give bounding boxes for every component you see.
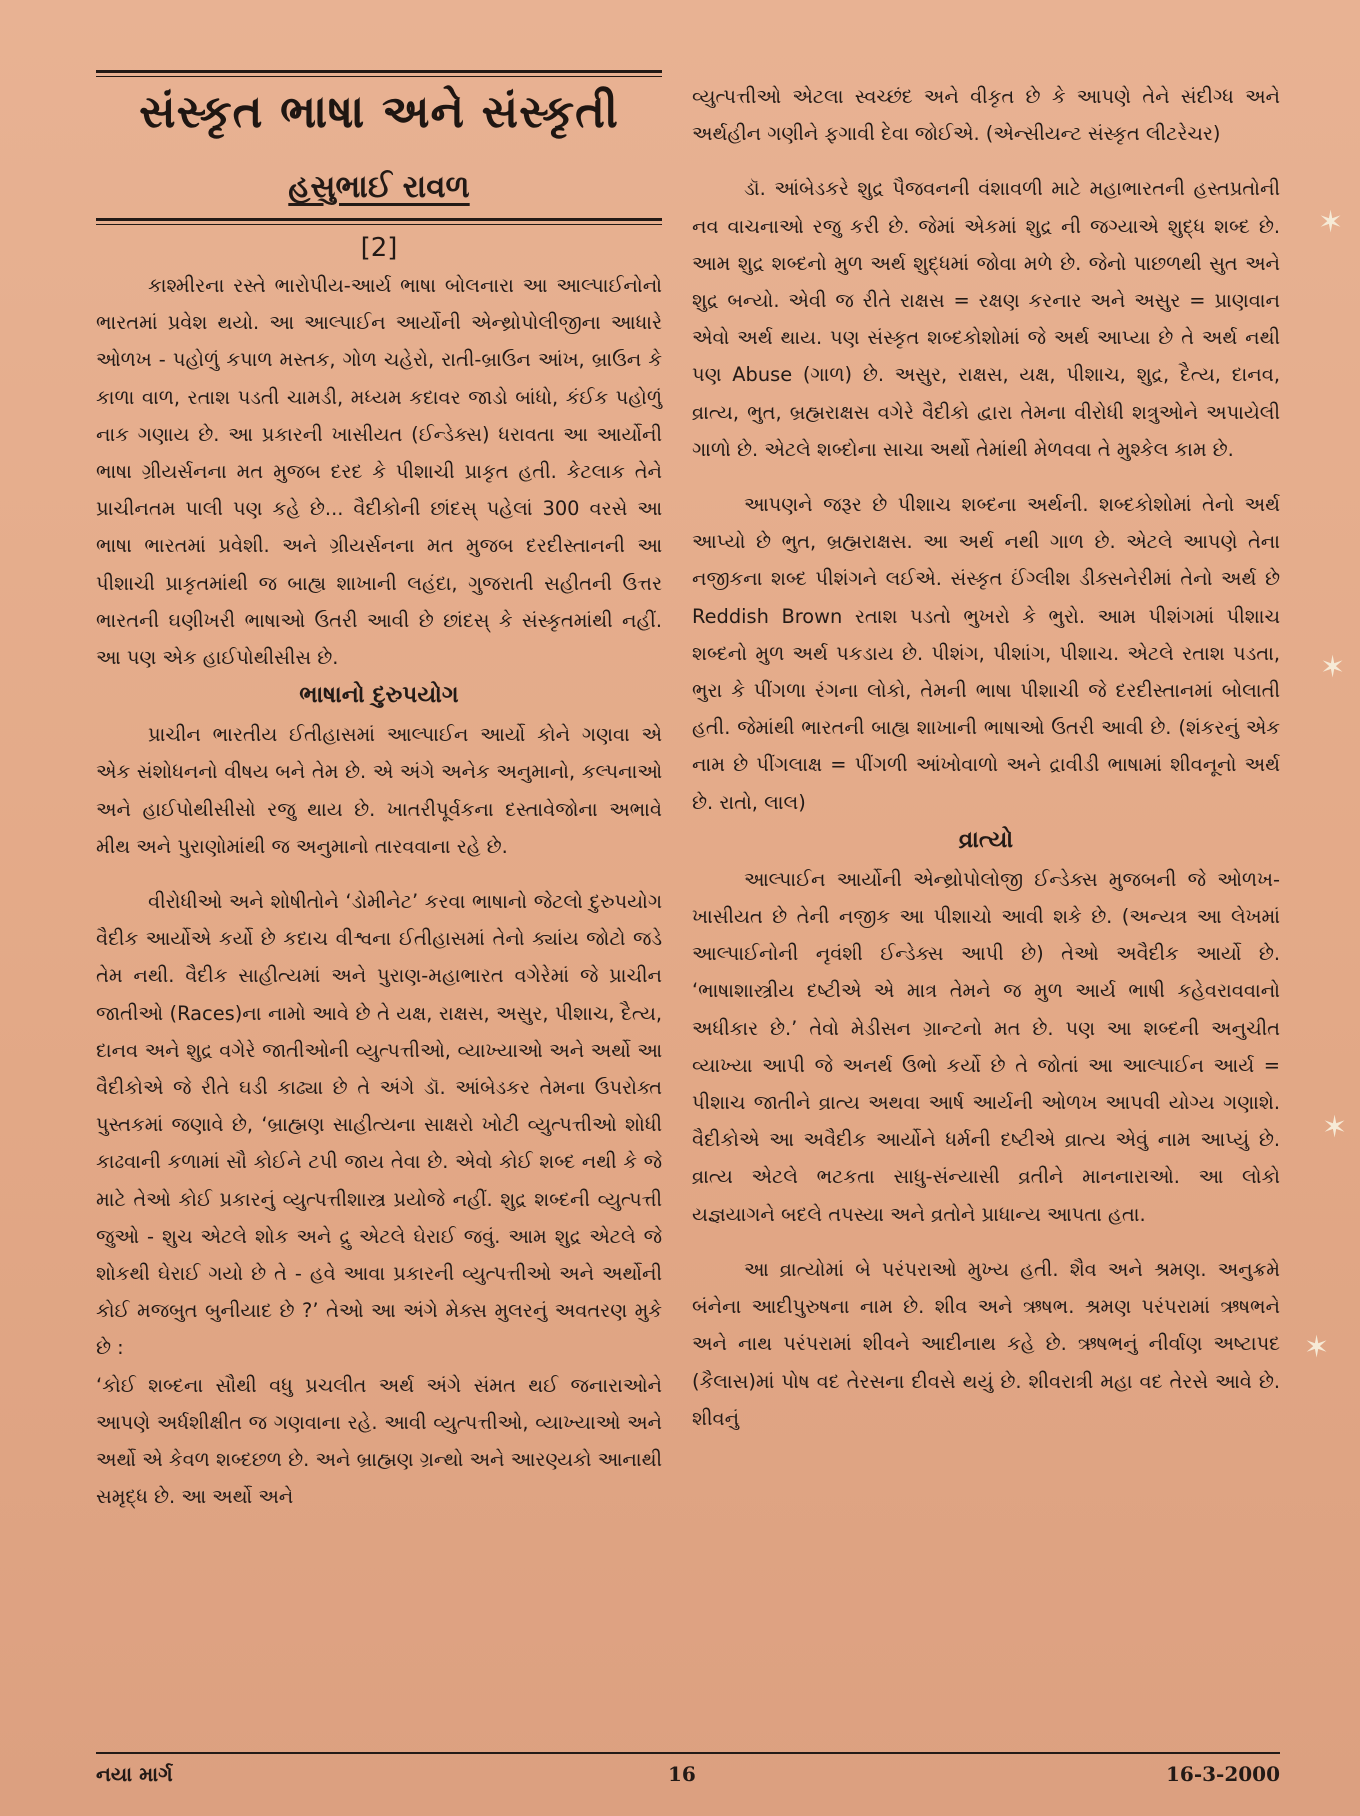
author-name-text: હસુભાઈ રાવળ bbox=[288, 169, 470, 205]
left-paragraph-3: વીરોધીઓ અને શોષીતોને ‘ડોમીનેટ’ કરવા ભાષાનો જેટલો દુરુપયોગ વૈદીક આર્યોએ કર્યો છે કદાચ વીશ્વના ઈતીહાસમાં તેનો ક્યાંય જોટો જડે તેમ નથી. વૈદીક સાહીત્યમાં અને પુરાણ-મહાભારત વગેરેમાં જે પ્રાચીન જાતીઓ (Races)ના નામો આવે છે તે યક્ષ, રાક્ષસ, અસુર, પીશાચ, દૈત્ય, દાનવ અને શુદ્ર વગેરે જાતીઓની વ્યુત્પત્તીઓ, વ્યાખ્યાઓ અને અર્થો આ વૈદીકોએ જે રીતે ઘડી કાઢ્યા છે તે અંગે ડૉ. આંબેડકર તેમના ઉપરોક્ત પુસ્તકમાં જણાવે છે, ‘બ્રાહ્મણ સાહીત્યના સાક્ષરો ખોટી વ્યુત્પત્તીઓ શોધી કાઢવાની કળામાં સૌ કોઈને ટપી જાય તેવા છે. એવો કોઈ શબ્દ નથી કે જે માટે તેઓ કોઈ પ્રકારનું વ્યુત્પત્તીશાસ્ત્ર પ્રયોજે નહીં. શુદ્ર શબ્દની વ્યુત્પત્તી જુઓ - શુચ એટલે શોક અને દ્રુ એટલે ઘેરાઈ જવું. આમ શુદ્ર એટલે જે શોકથી ઘેરાઈ ગયો છે તે - હવે આવા પ્રકારની વ્યુત્પત્તીઓ અને અર્થોની કોઈ મજબુત બુનીયાદ છે ?’ તેઓ આ અંગે મેક્સ મુલરનું અવતરણ મુકે છે : bbox=[96, 890, 662, 1360]
right-paragraph-5: આ વ્રાત્યોમાં બે પરંપરાઓ મુખ્ય હતી. શૈવ અને શ્રમણ. અનુક્રમે બંનેના આદીપુરુષના નામ છે. શીવ અને ઋષભ. શ્રમણ પરંપરામાં ઋષભને અને નાથ પરંપરામાં શીવને આદીનાથ કહે છે. ઋષભનું નીર્વાણ અષ્ટાપદ (કૈલાસ)માં પોષ વદ તેરસના દીવસે થયું છે. શીવરાત્રી મહા વદ તેરસે આવે છે. શીવનું bbox=[692, 1257, 1280, 1430]
author-name bbox=[96, 169, 662, 206]
subheading-vratyo: વ્રાત્યો bbox=[958, 826, 1014, 853]
paper-tear-mark: ✶ bbox=[1322, 1110, 1348, 1145]
page-number: 16 bbox=[668, 1762, 696, 1786]
paragraph-gap bbox=[692, 1233, 1280, 1251]
paper-tear-mark: ✶ bbox=[1320, 650, 1346, 685]
right-paragraph-4: આલ્પાઈન આર્યોની એન્થ્રોપોલોજી ઈન્ડેક્સ મુજબની જે ઓળખ-ખાસીયત છે તેની નજીક આ પીશાચો આવી શકે છે. (અન્યત્ર આ લેખમાં આલ્પાઈનોની નૃવંશી ઈન્ડેક્સ આપી છે) તેઓ અવૈદીક આર્યો છે. ‘ભાષાશાસ્ત્રીય દષ્ટીએ એ માત્ર તેમને જ મુળ આર્ય ભાષી કહેવરાવવાનો અધીકાર છે.’ તેવો મેડીસન ગ્રાન્ટનો મત છે. પણ આ શબ્દની અનુચીત વ્યાખ્યા આપી જે અનર્થ ઉભો કર્યો છે તે જોતાં આ આલ્પાઈન આર્ય = પીશાચ જાતીને વ્રાત્ય અથવા આર્ષ આર્યની ઓળખ આપવી યોગ્ય ગણાશે. વૈદીકોએ આ અવૈદીક આર્યોને ધર્મની દષ્ટીએ વ્રાત્ય એવું નામ આપ્યું છે. વ્રાત્ય એટલે ભટકતા સાધુ-સંન્યાસી વ્રતીને માનનારાઓ. આ લોકો યજ્ઞયાગને બદલે તપસ્યા અને વ્રતોને પ્રાધાન્ય આપતા હતા. bbox=[692, 867, 1280, 1226]
right-paragraph-2: ડૉ. આંબેડકરે શુદ્ર પૈજવનની વંશાવળી માટે મહાભારતની હસ્તપ્રતોની નવ વાચનાઓ રજુ કરી છે. જેમાં એકમાં શુદ્ર ની જગ્યાએ શુદ્ધ શબ્દ છે. આમ શુદ્ર શબ્દનો મુળ અર્થ શુદ્ધમાં જોવા મળે છે. જેનો પાછળથી સુત અને શુદ્ર બન્યો. એવી જ રીતે રાક્ષસ = રક્ષણ કરનાર અને અસુર = પ્રાણવાન એવો અર્થ થાય. પણ સંસ્કૃત શબ્દકોશોમાં જે અર્થ આપ્યા છે તે અર્થ નથી પણ Abuse (ગાળ) છે. અસુર, રાક્ષસ, યક્ષ, પીશાચ, શુદ્ર, દૈત્ય, દાનવ, વ્રાત્ય, ભુત, બ્રહ્મરાક્ષસ વગેરે વૈદીકો દ્વારા તેમના વીરોધી શત્રુઓને અપાયેલી ગાળો છે. એટલે શબ્દોના સાચા અર્થો તેમાંથી મેળવવા તે મુશ્કેલ કામ છે. bbox=[692, 177, 1280, 461]
title-top-rule bbox=[96, 70, 662, 73]
paragraph-gap bbox=[96, 865, 662, 883]
left-column bbox=[96, 70, 662, 1516]
left-paragraph-4: ‘કોઈ શબ્દના સૌથી વધુ પ્રચલીત અર્થ અંગે સંમત થઈ જનારાઓને આપણે અર્ધશીક્ષીત જ ગણવાના રહે. આવી વ્યુત્પત્તીઓ, વ્યાખ્યાઓ અને અર્થો એ કેવળ શબ્દછળ છે. અને બ્રાહ્મણ ગ્રન્થો અને આરણ્યકો આનાથી સમૃદ્ધ છે. આ અર્થો અને bbox=[96, 1373, 662, 1509]
left-paragraph-2: પ્રાચીન ભારતીય ઈતીહાસમાં આલ્પાઈન આર્યો કોને ગણવા એ એક સંશોધનનો વીષય બને તેમ છે. એ અંગે અનેક અનુમાનો, કલ્પનાઓ અને હાઈપોથીસીસો રજુ થાય છે. ખાતરીપૂર્વકના દસ્તાવેજોના અભાવે મીથ અને પુરાણોમાંથી જ અનુમાનો તારવવાના રહે છે. bbox=[96, 723, 662, 858]
article-title: સંસ્કૃત ભાષા અને સંસ્કૃતી bbox=[139, 85, 619, 138]
part-number: [2] bbox=[360, 233, 398, 263]
issue-date: 16-3-2000 bbox=[1165, 1762, 1280, 1786]
subheading-language-misuse: ભાષાનો દુરુપયોગ bbox=[299, 682, 459, 709]
title-top-rule-thin bbox=[96, 76, 662, 77]
paper-tear-mark: ✶ bbox=[1304, 1330, 1330, 1365]
paper-tear-mark: ✶ bbox=[1318, 205, 1344, 240]
right-paragraph-1: વ્યુત્પત્તીઓ એટલા સ્વચ્છંદ અને વીકૃત છે કે આપણે તેને સંદીગ્ધ અને અર્થહીન ગણીને ફગાવી દેવા જોઈએ. (એન્સીયન્ટ સંસ્કૃત લીટરેચર) bbox=[692, 85, 1280, 146]
paragraph-gap bbox=[692, 468, 1280, 486]
paragraph-gap bbox=[692, 152, 1280, 170]
footer-rule bbox=[96, 1752, 1280, 1754]
right-column bbox=[692, 78, 1280, 1437]
left-paragraph-1: કાશ્મીરના રસ્તે ભારોપીય-આર્ય ભાષા બોલનારા આ આલ્પાઈનોનો ભારતમાં પ્રવેશ થયો. આ આલ્પાઈન આર્યોની એન્થ્રોપોલીજીના આધારે ઓળખ - પહોળું કપાળ મસ્તક, ગોળ ચહેરો, રાતી-બ્રાઉન આંખ, બ્રાઉન કે કાળા વાળ, રતાશ પડતી ચામડી, મધ્યમ કદાવર જાડો બાંધો, કંઈક પહોળું નાક ગણાય છે. આ પ્રકારની ખાસીયત (ઈન્ડેક્સ) ધરાવતા આ આર્યોની ભાષા ગ્રીયર્સનના મત મુજબ દરદ કે પીશાચી પ્રાકૃત હતી. કેટલાક તેને પ્રાચીનતમ પાલી પણ કહે છે... વૈદીકોની છાંદસ્ પહેલાં 300 વરસે આ ભાષા ભારતમાં પ્રવેશી. અને ગ્રીયર્સનના મત મુજબ દરદીસ્તાનની આ પીશાચી પ્રાકૃતમાંથી જ બાહ્ય શાખાની લહંદા, ગુજરાતી સહીતની ઉત્તર ભારતની ઘણીખરી ભાષાઓ ઉતરી આવી છે છાંદસ્ કે સંસ્કૃતમાંથી નહીં. આ પણ એક હાઈપોથીસીસ છે. bbox=[96, 274, 662, 670]
right-paragraph-3: આપણને જરૂર છે પીશાચ શબ્દના અર્થની. શબ્દકોશોમાં તેનો અર્થ આપ્યો છે ભુત, બ્રહ્મરાક્ષસ. આ અર્થ નથી ગાળ છે. એટલે આપણે તેના નજીકના શબ્દ પીશંગને લઈએ. સંસ્કૃત ઈંગ્લીશ ડીક્સનેરીમાં તેનો અર્થ છે Reddish Brown રતાશ પડતો ભુખરો કે ભુરો. આમ પીશંગમાં પીશાચ શબ્દનો મુળ અર્થ પકડાય છે. પીશંગ, પીશાંગ, પીશાચ. એટલે રતાશ પડતા, ભુરા કે પીંગળા રંગના લોકો, તેમની ભાષા પીશાચી જે દરદીસ્તાનમાં બોલાતી હતી. જેમાંથી ભારતની બાહ્ય શાખાની ભાષાઓ ઉતરી આવી છે. (શંકરનું એક નામ છે પીંગલાક્ષ = પીંગળી આંખોવાળો અને દ્રાવીડી ભાષામાં શીવનૂનો અર્થ છે. રાતો, લાલ) bbox=[692, 493, 1280, 814]
publication-name: નયા માર્ગ bbox=[96, 1762, 173, 1786]
author-bottom-rule bbox=[96, 218, 662, 225]
